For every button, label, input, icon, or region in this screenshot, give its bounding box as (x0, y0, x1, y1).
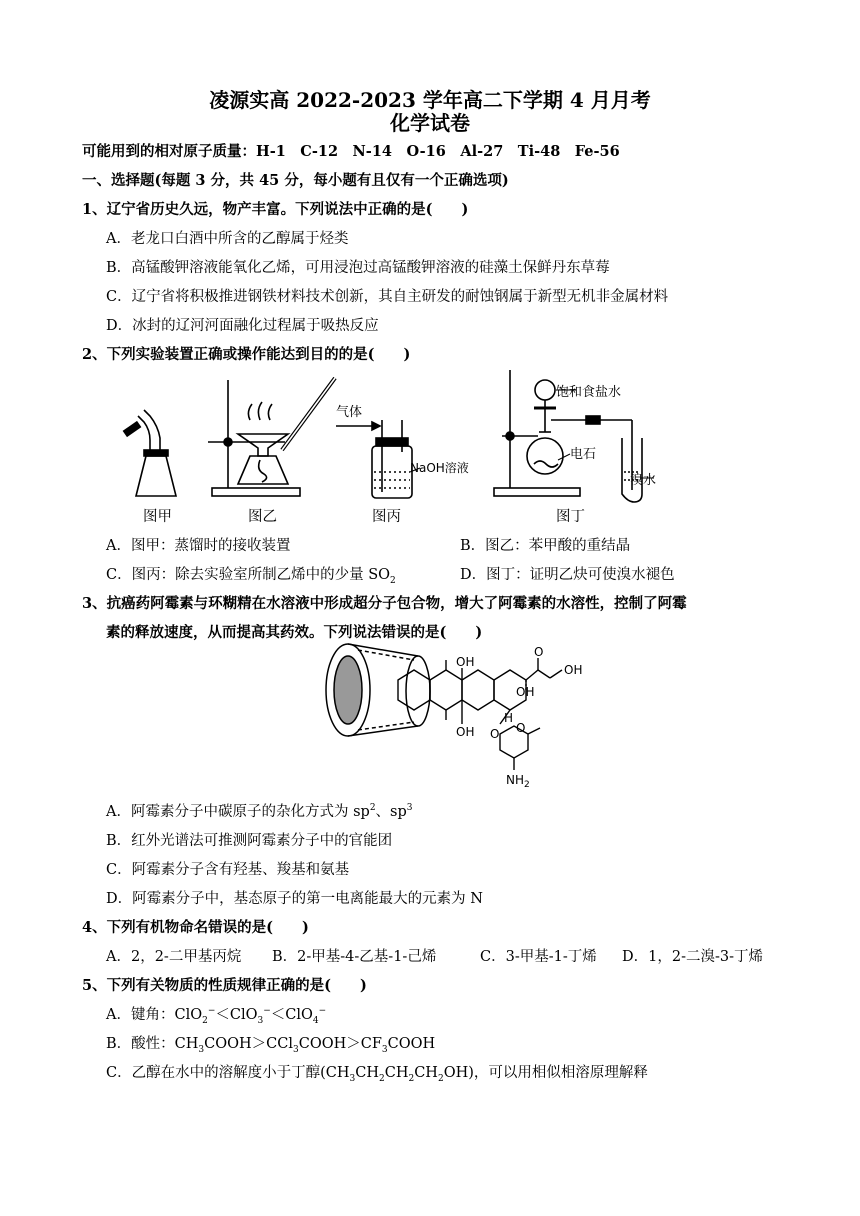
label-oh-top: OH (456, 655, 475, 669)
caption-bing: 图丙 (372, 509, 401, 525)
q4-option-d: D．1，2-二溴-3-丁烯 (622, 949, 763, 965)
fig-yi-stand (208, 378, 335, 496)
q2-option-a: A．图甲：蒸馏时的接收装置 (106, 538, 291, 554)
atomic-masses: 可能用到的相对原子质量：H-1 C-12 N-14 O-16 Al-27 Ti-48 Fe-56 (82, 143, 620, 160)
caption-jia: 图甲 (143, 509, 172, 525)
q1-option-a: A．老龙口白酒中所含的乙醇属于烃类 (106, 231, 349, 247)
q1-option-d: D．冰封的辽河河面融化过程属于吸热反应 (106, 318, 379, 334)
q3-option-a: A．阿霉素分子中碳原子的杂化方式为 $sp^2$、$sp^3$ (106, 803, 413, 820)
q3-stem-line1: 3、抗癌药阿霉素与环糊精在水溶液中形成超分子包合物，增大了阿霉素的水溶性，控制了阿霉 (82, 595, 687, 612)
exam-subtitle: 化学试卷 (390, 111, 470, 135)
q3-option-d: D．阿霉素分子中，基态原子的第一电离能最大的元素为 N (106, 891, 483, 907)
label-nh2: $NH_2$ (506, 773, 530, 790)
q2-option-c: C．图丙：除去实验室所制乙烯中的少量 $SO_2$ (106, 567, 396, 586)
q4-stem: 4、下列有机物命名错误的是( ) (82, 919, 309, 936)
q2-option-d: D．图丁：证明乙炔可使溴水褪色 (460, 567, 675, 583)
doxorubicin-skeleton (398, 658, 562, 770)
q2-stem: 2、下列实验装置正确或操作能达到目的的是( ) (82, 346, 411, 363)
label-bromine-water: 溴水 (630, 473, 657, 488)
label-o-sugar-ring: O (516, 721, 526, 735)
caption-yi: 图乙 (248, 509, 277, 525)
cyclodextrin-cone (326, 644, 430, 736)
q4-option-c: C．3-甲基-1-丁烯 (480, 949, 597, 965)
label-h: H (504, 711, 514, 725)
fig-bing-washer (336, 420, 420, 498)
label-oh-bottom: OH (456, 725, 475, 739)
caption-ding: 图丁 (556, 509, 585, 525)
q3-option-b: B．红外光谱法可推测阿霉素分子中的官能团 (106, 833, 393, 849)
label-keto-o: O (534, 645, 544, 659)
label-oh-side: OH (564, 663, 583, 677)
label-brine: 饱和食盐水 (556, 385, 622, 400)
exam-title: 凌源实高 2022-2023 学年高二下学期 4 月月考 (209, 88, 651, 112)
q5-option-c: C．乙醇在水中的溶解度小于丁醇$(CH_3CH_2CH_2CH_2OH)$，可以用相似相溶原理解释 (106, 1065, 648, 1084)
label-gas: 气体 (336, 405, 363, 420)
q1-stem: 1、辽宁省历史久远，物产丰富。下列说法中正确的是( ) (82, 201, 469, 218)
label-oh-ring: OH (516, 685, 535, 699)
label-carbide: 电石 (570, 447, 597, 462)
section-heading: 一、选择题(每题 3 分，共 45 分，每小题有且仅有一个正确选项) (82, 172, 509, 189)
q5-stem: 5、下列有关物质的性质规律正确的是( ) (82, 977, 367, 994)
q1-option-c: C．辽宁省将积极推进钢铁材料技术创新，其自主研发的耐蚀钢属于新型无机非金属材料 (106, 289, 669, 305)
label-o-glyco: O (490, 727, 500, 741)
label-naoh: NaOH溶液 (410, 461, 469, 475)
q5-option-b: B．酸性：$CH_3COOH>CCl_3COOH>CF_3COOH$ (106, 1036, 436, 1055)
q2-option-b: B．图乙：苯甲酸的重结晶 (460, 538, 631, 554)
q3-structure-figure (318, 640, 588, 796)
q4-option-b: B．2-甲基-4-乙基-1-己烯 (272, 949, 437, 965)
fig-jia-flask (124, 410, 176, 496)
q2-apparatus-figure (110, 360, 670, 505)
q3-stem-line2: 素的释放速度，从而提高其药效。下列说法错误的是( ) (106, 624, 483, 641)
q4-option-a: A．2，2-二甲基丙烷 (106, 949, 242, 965)
q3-option-c: C．阿霉素分子含有羟基、羧基和氨基 (106, 862, 350, 878)
q1-option-b: B．高锰酸钾溶液能氧化乙烯，可用浸泡过高锰酸钾溶液的硅藻土保鲜丹东草莓 (106, 260, 610, 276)
q5-option-a: A．键角：ClO$_2$−＜ClO$_3$−＜ClO$_4$− (106, 1006, 327, 1026)
